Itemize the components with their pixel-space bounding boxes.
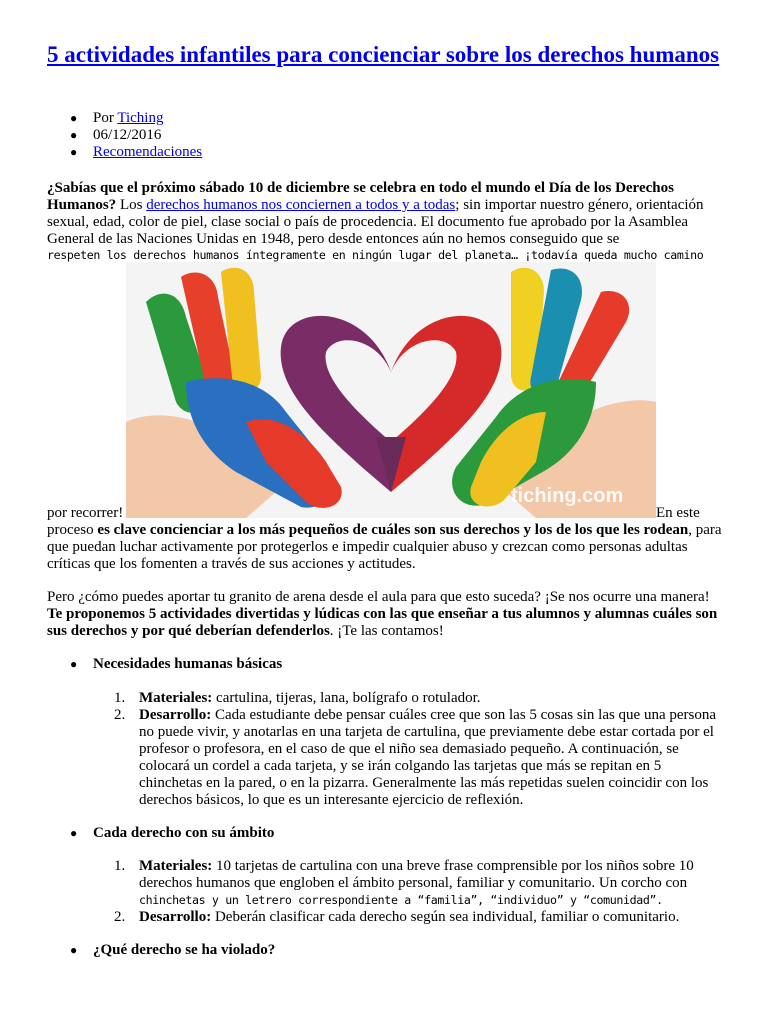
activity-title-text: Necesidades humanas básicas (93, 656, 283, 672)
list-number: 2. (114, 707, 126, 723)
activity-title-text: ¿Qué derecho se ha violado? (93, 942, 276, 958)
desarrollo-text: Cada estudiante debe pensar cuáles cree que son las 5 cosas sin las que una persona no puede vivir, y anotarlas en una tarjeta de cartulina, que previamente debe estar cortada por el profesor o profesora, en el caso de que el niño sea demasiado pequeño. A continuación, se colocará un cordel a cada tarjeta, y se irán colgando las tarjetas que más se repitan en 5 chinchetas en la pared, o en la pizarra. Generalmente las más repetidas suelen coincidir con los derechos básicos, lo que es un interesante ejercicio de reflexión. (139, 707, 717, 808)
meta-date (48, 127, 202, 144)
article-meta (48, 110, 202, 161)
intro-paragraph (47, 180, 727, 248)
list-item (114, 690, 726, 707)
after-image-left: por recorrer! (47, 505, 124, 521)
materiales-text: 10 tarjetas de cartulina con una breve frase comprensible por los niños sobre 10 derechos humanos que engloben el ámbito personal, familiar y comunitario. Un corcho con (139, 858, 694, 891)
awareness-text: , para que puedan luchar activamente por protegerlos e impedir cualquier abuso y crezcan como personas adultas críticas que los fomenten a través de sus acciones y actitudes. (47, 522, 722, 572)
activity-title (48, 656, 282, 673)
intro-text-los: Los (116, 197, 147, 213)
proposal-text-1: Pero ¿cómo puedes aportar tu granito de arena desde el aula para que esto suceda? ¡Se nos ocurre una manera! (47, 589, 710, 605)
activity-title (48, 825, 274, 842)
materiales-mono-text: chinchetas y un letrero correspondiente a “familia”, “individuo” y “comunidad”. (139, 893, 663, 907)
list-item (114, 858, 726, 909)
activity-2-list (114, 858, 726, 926)
bullet-icon: ● (70, 145, 78, 159)
proposal-paragraph (47, 589, 727, 640)
awareness-bold: es clave concienciar a los más pequeños de cuáles son sus derechos y los de los que les rodean (97, 522, 689, 538)
category-link[interactable]: Recomendaciones (93, 144, 203, 160)
list-number: 1. (114, 858, 126, 874)
bullet-icon: ● (70, 826, 78, 840)
article-title[interactable] (47, 42, 727, 68)
author-link[interactable]: Tiching (117, 110, 164, 126)
proposal-bold: Te proponemos 5 actividades divertidas y lúdicas con las que enseñar a tus alumnos y alumnas cuáles son sus derechos y por qué deberían defenderlos (47, 606, 718, 639)
publish-date: 06/12/2016 (93, 127, 162, 143)
list-number: 1. (114, 690, 126, 706)
hands-heart-image (126, 262, 656, 518)
activity-1-list (114, 690, 726, 809)
intro-question: ¿Sabías que el próximo sábado 10 de diciembre se celebra en todo el mundo el Día de los Derechos Humanos? (47, 180, 674, 213)
intro-text: ; sin importar nuestro género, orientación sexual, edad, color de piel, clase social o país de procedencia. El documento fue aprobado por la Asamblea General de las Naciones Unidas en 1948, pero desde entonces aún no hemos conseguido que se (47, 197, 704, 247)
meta-category (48, 144, 202, 161)
list-item (114, 909, 726, 926)
awareness-text-proceso: proceso (47, 522, 98, 538)
awareness-paragraph (47, 522, 727, 573)
materiales-text: cartulina, tijeras, lana, bolígrafo o rotulador. (212, 690, 481, 706)
bullet-icon: ● (70, 111, 78, 125)
image-watermark: tiching.com (511, 485, 624, 507)
activity-title (48, 942, 275, 959)
bullet-icon: ● (70, 128, 78, 142)
materiales-label: Materiales: (139, 690, 213, 706)
desarrollo-label: Desarrollo: (139, 909, 212, 925)
list-number: 2. (114, 909, 126, 925)
bullet-icon: ● (70, 943, 78, 957)
desarrollo-text: Deberán clasificar cada derecho según sea individual, familiar o comunitario. (211, 909, 680, 925)
activity-title-text: Cada derecho con su ámbito (93, 825, 275, 841)
author-prefix: Por (93, 110, 114, 126)
proposal-text-2: . ¡Te las contamos! (329, 623, 444, 639)
rights-link[interactable]: derechos humanos nos conciernen a todos y a todas (146, 197, 456, 213)
list-item (114, 707, 726, 809)
meta-author (48, 110, 202, 127)
activity-1-heading (48, 656, 282, 673)
hands-heart-illustration (126, 262, 656, 518)
article-title-link[interactable]: 5 actividades infantiles para concienciar sobre los derechos humanos (47, 42, 720, 67)
intro-mono-line: respeten los derechos humanos íntegramente en ningún lugar del planeta… ¡todavía queda mucho camino (47, 248, 704, 262)
materiales-label: Materiales: (139, 858, 213, 874)
activity-3-heading (48, 942, 275, 959)
after-image-right: En este (656, 505, 700, 521)
activity-2-heading (48, 825, 274, 842)
desarrollo-label: Desarrollo: (139, 707, 212, 723)
bullet-icon: ● (70, 657, 78, 671)
